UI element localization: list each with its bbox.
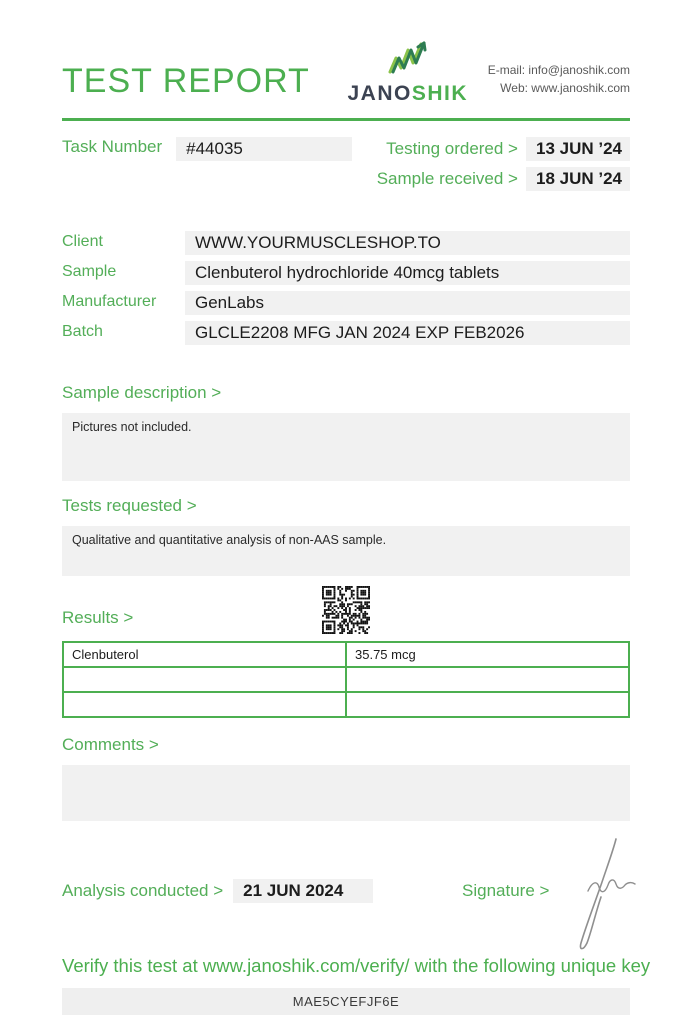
sample-row (62, 261, 630, 285)
signature-label: Signature > (462, 881, 550, 900)
janoshik-logo (348, 38, 469, 104)
logo-wordmark (348, 83, 469, 104)
testing-ordered-row (377, 137, 630, 161)
sample-received-value: 18 JUN ’24 (526, 167, 630, 191)
sample-received-label: Sample received > (376, 169, 518, 188)
result-analyte (63, 692, 346, 717)
result-value: 35.75 mcg (346, 642, 629, 667)
result-value (346, 667, 629, 692)
result-analyte: Clenbuterol (63, 642, 346, 667)
manufacturer-value: GenLabs (185, 291, 630, 315)
contact-info (488, 61, 630, 104)
comments-heading: Comments > (62, 735, 159, 754)
client-row (62, 231, 630, 255)
batch-row (62, 321, 630, 345)
logo-shik: SHIK (411, 82, 469, 105)
table-row (63, 667, 629, 692)
tests-requested-box: Qualitative and quantitative analysis of non-AAS sample. (62, 526, 630, 576)
table-row (63, 692, 629, 717)
manufacturer-row (62, 291, 630, 315)
results-heading: Results > (62, 608, 134, 627)
analysis-conducted-label: Analysis conducted > (62, 881, 224, 900)
report-header (62, 38, 630, 104)
result-analyte (63, 667, 346, 692)
table-row (63, 642, 629, 667)
sample-received-row (377, 167, 630, 191)
page-title: TEST REPORT (62, 62, 310, 100)
sample-value: Clenbuterol hydrochloride 40mcg tablets (185, 261, 630, 285)
sample-description-heading: Sample description > (62, 383, 222, 402)
task-number-group (62, 137, 352, 191)
contact-email: E-mail: info@janoshik.com (487, 62, 630, 77)
verify-key: MAE5CYEFJF6E (62, 988, 630, 1015)
dates-group (377, 137, 630, 191)
header-divider (62, 118, 630, 121)
growth-chart-icon (382, 38, 434, 81)
signature-image (558, 835, 638, 957)
task-number-value: #44035 (176, 137, 352, 161)
task-row (62, 137, 630, 191)
batch-label: Batch (62, 323, 103, 340)
tests-requested-heading: Tests requested > (62, 496, 197, 515)
analysis-conducted-value: 21 JUN 2024 (233, 879, 373, 903)
contact-web: Web: www.janoshik.com (500, 81, 630, 96)
testing-ordered-label: Testing ordered > (386, 139, 518, 158)
task-number-label: Task Number (62, 137, 163, 156)
signoff-row (62, 879, 630, 903)
client-label: Client (62, 233, 103, 250)
result-value (346, 692, 629, 717)
client-value: WWW.YOURMUSCLESHOP.TO (185, 231, 630, 255)
sample-description-box: Pictures not included. (62, 413, 630, 481)
testing-ordered-value: 13 JUN ’24 (526, 137, 630, 161)
verify-text: Verify this test at www.janoshik.com/verify/ with the following unique key (62, 955, 651, 976)
results-section (62, 588, 630, 718)
manufacturer-label: Manufacturer (62, 293, 157, 310)
batch-value: GLCLE2208 MFG JAN 2024 EXP FEB2026 (185, 321, 630, 345)
results-table (62, 641, 630, 718)
sample-info-block (62, 231, 630, 345)
logo-jano: JANO (347, 82, 412, 105)
comments-box (62, 765, 630, 821)
qr-code (322, 586, 370, 634)
sample-label: Sample (62, 263, 117, 280)
